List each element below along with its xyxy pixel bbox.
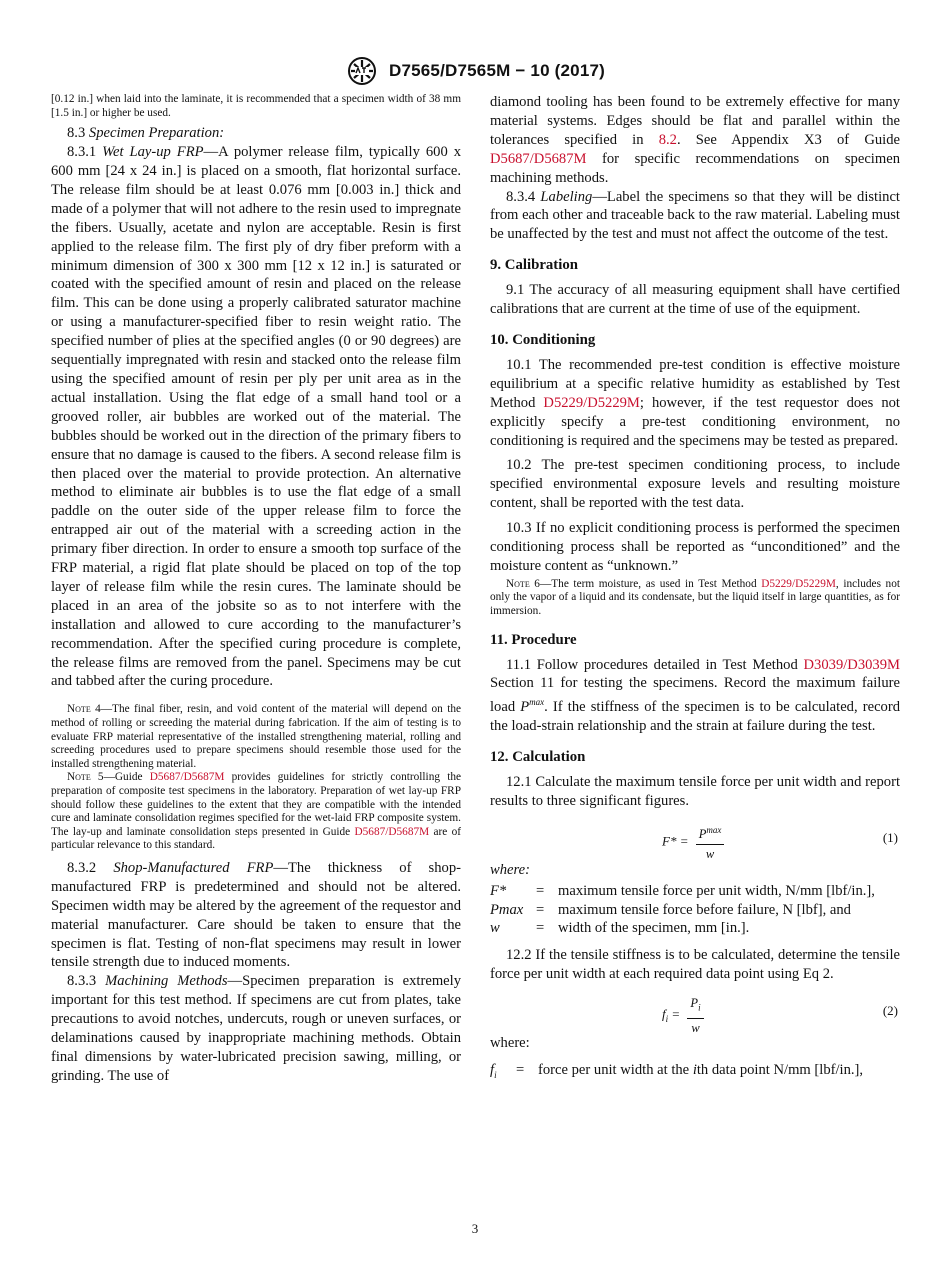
note-4: Note 4—The final fiber, resin, and void content of the material will depend on the method of rolling or screeding the material during fabrication. If the aim of testing is to evaluate FRP material representative of the installed strengthening material, rolling and screeding procedures used to prepare specimens should resemble those used for the installed strengthening material.: [51, 703, 461, 770]
astm-logo-icon: [345, 56, 379, 86]
note-6: Note 6—The term moisture, as used in Test Method D5229/D5229M, includes not only the vapor of a liquid and its condensate, but the liquid itself in large quantities, as for immersion.: [490, 577, 900, 618]
paragraph-8-3-1: 8.3.1 Wet Lay-up FRP—A polymer release film, typically 600 x 600 mm [24 x 24 in.] is placed on a smooth, flat horizontal surface. The release film should be at least 0.076 mm [0.003 in.] thick and made of a polymer that will not adhere to the resin used to impregnate the fibers. Usually, acetate and nylon are acceptable. Resin is first applied to the release film. The first ply of dry fiber preform with a minimum dimension of 300 x 300 mm [12 x 12 in.] is saturated or coated with the specified amount of resin and placed on the release film. This can be done using a properly calibrated saturator machine or using a manufacturer-specified fiber to resin weight ratio. The specified number of plies at the specified angles (0 or 90 degrees) are sequentially impregnated with resin and stacked onto the release film using the specified amount of resin per ply per unit area as in the actual installation. Using the flat edge of a small hand tool or a grooved roller, air bubbles are worked out of the material. The bubbles should be worked out in the direction of the primary fibers to ensure that no damage is caused to the fibers. A second release film is then placed over the material to provide protection. An alternative method to eliminate air bubbles is to use the flat edge of a small paddle on the outer side of the upper release film to force the entrapped air out of the material with a screeding action in the primary fiber direction. In order to ensure a smooth top surface of the FRP material, a rigid flat plate should be placed on top of the top layer of release film while the resin cures. The laminate should be placed in an area of the jobsite so as to not interfere with the installation and allowed to cure according to the manufacturer’s recommendation. After the specified curing procedure is complete, the release films are removed from the panel. Specimens may be cut and tabbed after the curing procedure.: [51, 144, 462, 690]
paragraph-8-3-3: 8.3.3 Machining Methods—Specimen preparation is extremely important for this test method. If specimens are cut from plates, take precautions to avoid notches, undercuts, rough or uneven surfaces, or delaminations caused by inappropriate machining methods. Obtain final dimensions by water-lubricated precision sawing, milling, or grinding. The use of: [51, 973, 461, 1084]
definition-item: w = width of the specimen, mm [in.].: [490, 920, 750, 937]
right-column: [490, 93, 900, 1085]
equation-2: $f_i$ = $\frac{P_i}{w}$ (2): [662, 996, 898, 1035]
document-title: D7565/D7565M − 10 (2017): [388, 61, 606, 80]
section-8-3: 8.3 Specimen Preparation:: [67, 125, 225, 142]
paragraph-10-2: 10.2 The pre-test specimen conditioning process, to include specified environmental exposure levels and resulting moisture content, shall be reported with the test data.: [490, 457, 900, 512]
paragraph-10-1: 10.1 The recommended pre-test condition is effective moisture equilibrium at a specific relative humidity as established by Test Method D5229/D5229M; however, if the test requestor does not explicitly specify a pre-test conditioning environment, no conditioning is required and the specimens may be tested as prepared.: [490, 356, 900, 449]
equation-1: F* = $\frac{P^{max}}{w}$ (1): [490, 817, 900, 861]
paragraph-10-3: 10.3 If no explicit conditioning process is performed the specimen conditioning process shall be reported as “unconditioned” and the moisture content as “unknown.”: [490, 520, 900, 574]
heading-calculation: 12. Calculation: [490, 749, 586, 766]
equation-number-1: (1): [882, 829, 898, 845]
link-d5687-3[interactable]: D5687/D5687M: [490, 150, 587, 167]
where-label-2: where:: [490, 1035, 530, 1052]
heading-calibration: 9. Calibration: [490, 257, 578, 274]
equation-number-2: (2): [882, 1003, 898, 1019]
link-d3039[interactable]: D3039/D3039M: [803, 656, 900, 673]
link-d5687-2[interactable]: D5687/D5687M: [354, 825, 430, 838]
definition-item: $f_i$ = force per unit width at the ith data point N/mm [lbf/in.],: [490, 1062, 864, 1080]
page-header: [0, 56, 950, 86]
paragraph-11-1: 11.1 Follow procedures detailed in Test Method D3039/D3039M Section 11 for testing the specimens. Record the maximum failure load $P^{max}$. If the stiffness of the specimen is to be calculated, record the load-strain relationship and the strain at failure during the test.: [490, 656, 900, 735]
heading-conditioning: 10. Conditioning: [490, 331, 596, 348]
definition-item: F* = maximum tensile force per unit width, N/mm [lbf/in.],: [490, 882, 875, 899]
definitions-list-1: [490, 882, 900, 939]
paragraph-8-3-3-continued: diamond tooling has been found to be extremely effective for many material systems. Edges should be flat and parallel within the tolerances specified in 8.2. See Appendix X3 of Guide D5687/D5687M for specific recommendations on specimen machining methods.: [490, 94, 900, 186]
paragraph-12-1: 12.1 Calculate the maximum tensile force per unit width and report results to three significant figures.: [490, 773, 900, 809]
link-8-2[interactable]: 8.2: [658, 131, 677, 148]
link-d5229-2[interactable]: D5229/D5229M: [761, 577, 836, 590]
left-column: [51, 93, 461, 1086]
paragraph-8-3-4: 8.3.4 Labeling—Label the specimens so that they will be distinct from each other and traceable back to the raw material. Labeling must be unaffected by the test and must not affect the outcome of the test.: [490, 188, 900, 243]
link-d5687-1[interactable]: D5687/D5687M: [149, 771, 225, 784]
paragraph-12-2: 12.2 If the tensile stiffness is to be calculated, determine the tensile force per unit width at each required data point using Eq 2.: [490, 947, 900, 983]
paragraph-continuation: [0.12 in.] when laid into the laminate, it is recommended that a specimen width of 38 mm [1.5 in.] or higher be used.: [51, 93, 461, 119]
note-5: Note 5—Guide D5687/D5687M provides guidelines for strictly controlling the preparation of composite test specimens in the laboratory. Preparation of wet lay-up FRP should follow these guidelines to the extent that they are compatible with the intended cure and laminate consolidation regimes specified for the wet-laid FRP composite system. The lay-up and laminate consolidation steps presented in Guide D5687/D5687M are of particular relevance to this standard.: [51, 771, 462, 852]
where-label-1: where:: [490, 861, 530, 878]
paragraph-8-3-2: 8.3.2 Shop-Manufactured FRP—The thickness of shop-manufactured FRP is predetermined and should not be altered. Specimen width may be altered by the agreement of the requestor and material manufacturer. Care should be taken to ensure that the specimen is flat. Testing of non-flat specimens may result in lower tensile strength due to induced moments.: [51, 859, 461, 971]
definition-item: Pmax = maximum tensile force before failure, N [lbf], and: [490, 901, 851, 918]
paragraph-9-1: 9.1 The accuracy of all measuring equipment shall have certified calibrations that are current at the time of use of the equipment.: [490, 282, 900, 318]
page-number: 3: [471, 1221, 479, 1236]
link-d5229-1[interactable]: D5229/D5229M: [543, 394, 640, 411]
heading-procedure: 11. Procedure: [490, 631, 577, 648]
